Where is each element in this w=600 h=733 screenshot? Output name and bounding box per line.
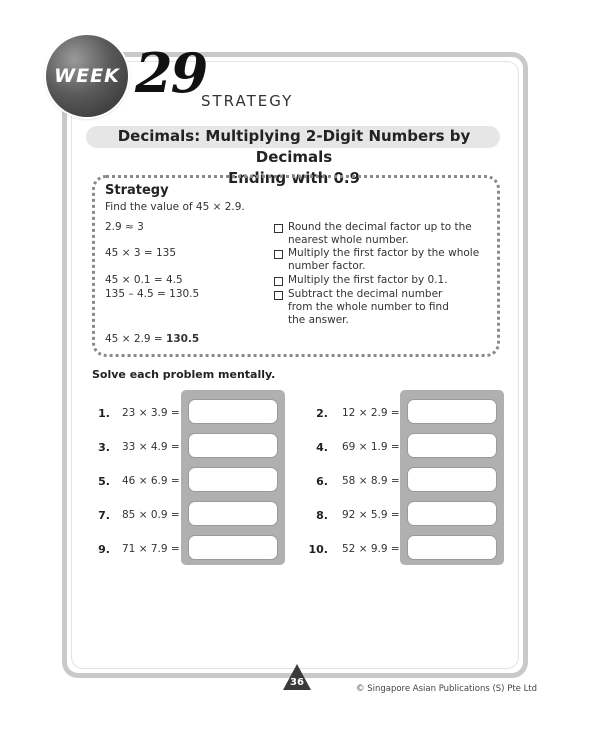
checkbox-icon: [274, 250, 283, 259]
answer-box-2[interactable]: [407, 399, 497, 424]
step-desc-3: [274, 274, 489, 287]
checkbox-icon: [274, 277, 283, 286]
week-number: 29: [135, 41, 207, 105]
final-answer-row: [105, 333, 199, 345]
strategy-heading: Strategy: [105, 183, 169, 198]
problem-number: 7.: [98, 509, 110, 522]
step-expr-1: 2.9 ≈ 3: [105, 221, 144, 233]
problem-number: 6.: [316, 475, 328, 488]
title-line-2: Ending with 0.9: [227, 169, 361, 187]
answer-box-9[interactable]: [188, 535, 278, 560]
step-expr-4: 135 – 4.5 = 130.5: [105, 288, 200, 300]
problem-expression: 23 × 3.9 =: [122, 407, 180, 419]
answer-box-3[interactable]: [188, 433, 278, 458]
strategy-intro: Find the value of 45 × 2.9.: [105, 201, 245, 213]
problem-expression: 85 × 0.9 =: [122, 509, 180, 521]
answer-box-5[interactable]: [188, 467, 278, 492]
problem-number: 9.: [98, 543, 110, 556]
section-label: STRATEGY: [201, 92, 294, 110]
answer-box-6[interactable]: [407, 467, 497, 492]
problem-number: 3.: [98, 441, 110, 454]
problem-expression: 92 × 5.9 =: [342, 509, 400, 521]
problem-expression: 71 × 7.9 =: [122, 543, 180, 555]
step-desc-text-1: Round the decimal factor up to the nearest whole number.: [288, 221, 472, 246]
step-expr-3: 45 × 0.1 = 4.5: [105, 274, 183, 286]
title-line-1: Decimals: Multiplying 2-Digit Numbers by Decimals: [117, 127, 471, 166]
final-expr: 45 × 2.9 =: [105, 333, 167, 345]
week-label: WEEK: [54, 65, 120, 87]
step-desc-2: [274, 247, 489, 273]
answer-box-7[interactable]: [188, 501, 278, 526]
problem-number: 10.: [308, 543, 328, 556]
problem-number: 5.: [98, 475, 110, 488]
problem-number: 4.: [316, 441, 328, 454]
step-desc-text-4: Subtract the decimal number from the whole number to find the answer.: [288, 288, 449, 326]
final-answer: 130.5: [166, 333, 200, 345]
problem-number: 8.: [316, 509, 328, 522]
step-desc-4: [274, 288, 464, 327]
instruction: Solve each problem mentally.: [92, 368, 276, 381]
copyright: © Singapore Asian Publications (S) Pte Ltd: [356, 684, 538, 694]
step-desc-text-3: Multiply the first factor by 0.1.: [288, 274, 448, 286]
checkbox-icon: [274, 291, 283, 300]
problem-expression: 52 × 9.9 =: [342, 543, 400, 555]
checkbox-icon: [274, 224, 283, 233]
problem-expression: 69 × 1.9 =: [342, 441, 400, 453]
step-desc-text-2: Multiply the first factor by the whole number factor.: [288, 247, 480, 272]
answer-box-10[interactable]: [407, 535, 497, 560]
step-expr-2: 45 × 3 = 135: [105, 247, 177, 259]
answer-box-8[interactable]: [407, 501, 497, 526]
problem-number: 2.: [316, 407, 328, 420]
problem-expression: 46 × 6.9 =: [122, 475, 180, 487]
problem-expression: 12 × 2.9 =: [342, 407, 400, 419]
step-desc-1: [274, 221, 489, 247]
problem-expression: 33 × 4.9 =: [122, 441, 180, 453]
problem-number: 1.: [98, 407, 110, 420]
problem-expression: 58 × 8.9 =: [342, 475, 400, 487]
week-badge: [46, 35, 128, 117]
answer-box-1[interactable]: [188, 399, 278, 424]
answer-box-4[interactable]: [407, 433, 497, 458]
page-number: 36: [290, 677, 304, 688]
